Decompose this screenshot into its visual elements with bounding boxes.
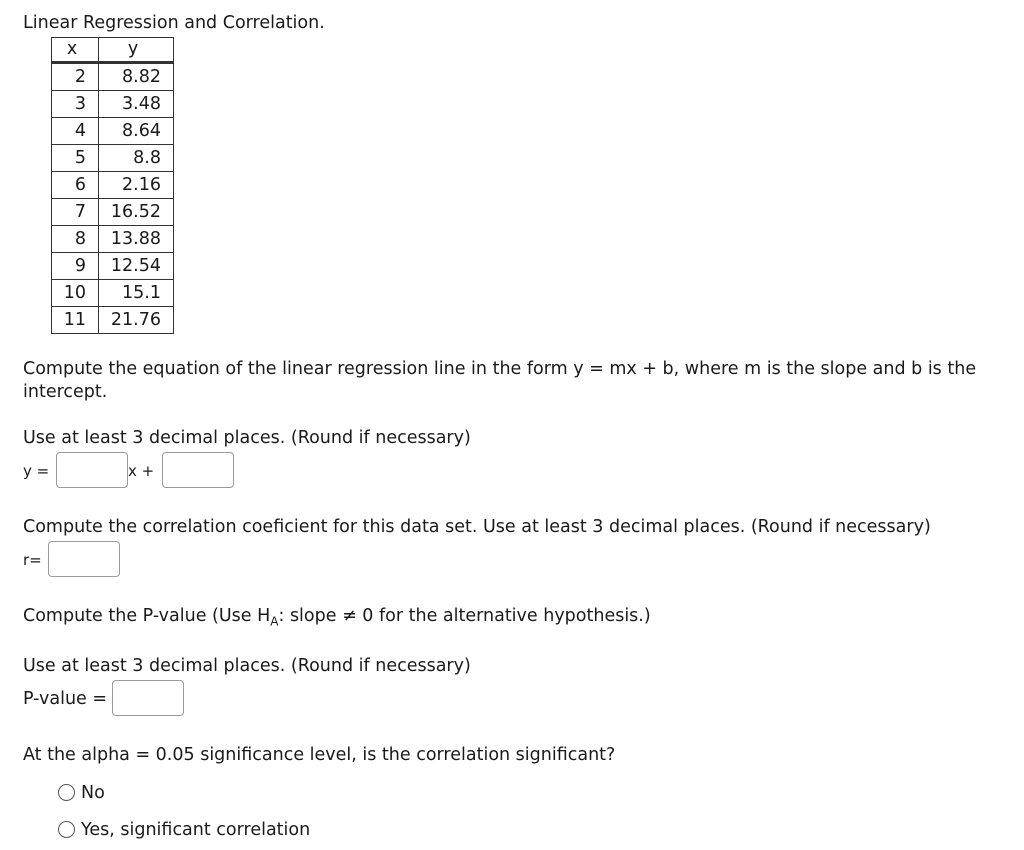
cell-y: 15.1 — [99, 280, 174, 307]
radio-no[interactable] — [58, 784, 75, 801]
cell-y: 21.76 — [99, 307, 174, 334]
cell-x: 10 — [52, 280, 99, 307]
significance-question: At the alpha = 0.05 significance level, is the correlation significant? — [23, 745, 616, 765]
table-row — [52, 91, 174, 118]
table-row — [52, 145, 174, 172]
cell-y: 13.88 — [99, 226, 174, 253]
x-plus-label: x + — [128, 462, 155, 480]
table-row — [52, 172, 174, 199]
y-equals-label: y = — [23, 462, 50, 480]
pvalue-question-prefix: Compute the P-value (Use H — [23, 606, 271, 626]
cell-x: 8 — [52, 226, 99, 253]
radio-yes-label[interactable]: Yes, significant correlation — [81, 820, 311, 840]
cell-y: 3.48 — [99, 91, 174, 118]
table-row — [52, 280, 174, 307]
cell-x: 2 — [52, 63, 99, 91]
cell-x: 9 — [52, 253, 99, 280]
correlation-input[interactable] — [48, 541, 120, 577]
cell-x: 7 — [52, 199, 99, 226]
cell-y: 8.82 — [99, 63, 174, 91]
page-title: Linear Regression and Correlation. — [23, 13, 325, 33]
cell-y: 12.54 — [99, 253, 174, 280]
table-row — [52, 307, 174, 334]
cell-y: 8.8 — [99, 145, 174, 172]
cell-y: 8.64 — [99, 118, 174, 145]
pvalue-instruction: Use at least 3 decimal places. (Round if necessary) — [23, 656, 471, 676]
pvalue-question-suffix: : slope ≠ 0 for the alternative hypothesis.) — [278, 606, 651, 626]
pvalue-label: P-value = — [23, 689, 108, 709]
pvalue-input[interactable] — [112, 680, 184, 716]
table-row — [52, 226, 174, 253]
column-header-x: x — [52, 38, 99, 63]
radio-yes[interactable] — [58, 821, 75, 838]
cell-x: 6 — [52, 172, 99, 199]
table-header-row — [52, 38, 174, 63]
table-row — [52, 63, 174, 91]
radio-no-label[interactable]: No — [81, 783, 105, 803]
correlation-question: Compute the correlation coeficient for this data set. Use at least 3 decimal places. (Round if necessary) — [23, 517, 931, 537]
pvalue-question — [23, 605, 651, 634]
cell-x: 11 — [52, 307, 99, 334]
r-label: r= — [23, 551, 42, 569]
cell-x: 3 — [52, 91, 99, 118]
data-table — [51, 37, 174, 334]
cell-x: 5 — [52, 145, 99, 172]
pvalue-question-subscript: A — [270, 614, 279, 629]
table-row — [52, 253, 174, 280]
table-row — [52, 118, 174, 145]
cell-x: 4 — [52, 118, 99, 145]
regression-question: Compute the equation of the linear regression line in the form y = mx + b, where m is the slope and b is the intercept. — [23, 359, 977, 402]
cell-y: 2.16 — [99, 172, 174, 199]
cell-y: 16.52 — [99, 199, 174, 226]
table-row — [52, 199, 174, 226]
intercept-input[interactable] — [162, 452, 234, 488]
column-header-y: y — [99, 38, 174, 63]
regression-instruction: Use at least 3 decimal places. (Round if necessary) — [23, 428, 471, 448]
slope-input[interactable] — [56, 452, 128, 488]
